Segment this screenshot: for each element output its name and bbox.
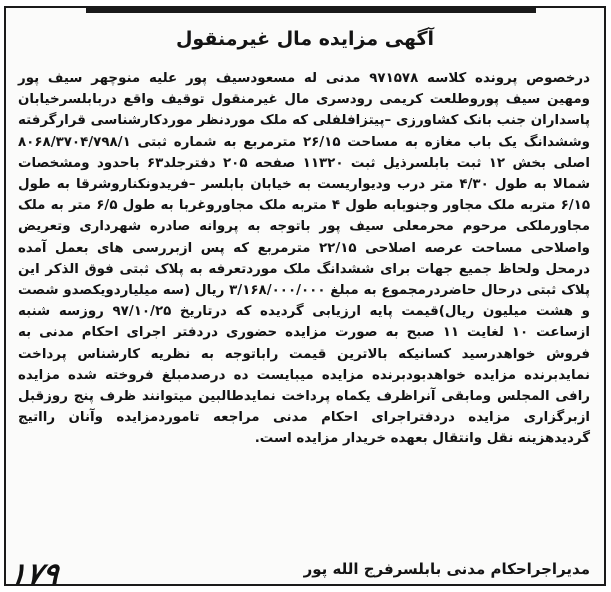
notice-signature: مدیراجراحکام مدنی بابلسرفرج الله پور: [303, 560, 590, 578]
notice-body: درخصوص پرونده کلاسه ۹۷۱۵۷۸ مدنی له مسعودسیف پور علیه منوچهر سیف پور ومهین سیف پوروطلعت کریمی رودسری مال غیرمنقول توقیف واقع دربابلسرخیابان پاسداران جنب بانک کشاورزی –پیتزافلفلی که ملک موردنظر موردکارشناسی قرارگرفته وششدانگ یک باب مغازه به مساحت ۲۶/۱۵ مترمربع به شماره ثبتی ۸۰۶۸/۳۷۰۴/۷۹۸/۱ اصلی بخش ۱۲ ثبت بابلسرذیل ثبت ۱۱۳۲۰ صفحه ۲۰۵ دفترجلد۶۳ باحدود ومشخصات شمالا به طول ۴/۳۰ متر درب وديواريست به خیابان بابلسر –فریدونکناروشرقا به طول ۶/۱۵ متربه ملک مجاور وجنوبابه طول ۴ متربه ملک مجاوروغربا به طول ۶/۵ متر به ملک مجاورملکی مرحوم محرمعلی سیف پور باتوجه به پروانه صادره شهرداری وتعریض واصلاحی مساحت عرصه اصلاحی ۲۲/۱۵ مترمربع که پس ازبررسی های بعمل آمده درمحل ولحاظ جمیع جهات برای ششدانگ ملک موردتعرفه به پلاک ثبتی فوق الذکر این پلاک ثبتی درحال حاضردرمجموع به مبلغ ۳/۱۶۸/۰۰۰/۰۰۰ ریال (سه میلیاردویکصدو شصت و هشت میلیون ریال)قیمت پایه ارزیابی گردیده که درتاریخ ۹۷/۱۰/۲۵ روزسه شنبه ازساعت ۱۰ لغایت ۱۱ صبح به صورت مزایده حضوری دردفتر اجرای احکام مدنی به فروش خواهدرسید کسانیکه بالاترین قیمت راباتوجه به نظریه کارشناس پرداخت نمایدبرنده مزایده خواهدبودبرنده مزایده میبایست ده درصدمبلغ فروخته شده مزایده رافی المجلس ومابقی آنراظرف یکماه پرداخت نمایدطالبین میتوانند ظرف پنج روزقبل ازبرگزاری مزایده دردفتراجرای احکام مدنی مراجعه تاموردمزایده وآنان رااتیج گردیدهزینه نقل وانتقال بعهده خریدار مزایده است.: [18, 71, 591, 447]
ad-number: ۱۷۹: [7, 557, 61, 592]
notice-title: آگهی مزایده مال غیرمنقول: [175, 28, 435, 50]
top-rule-divider: [86, 8, 536, 13]
notice-frame: [4, 6, 606, 586]
